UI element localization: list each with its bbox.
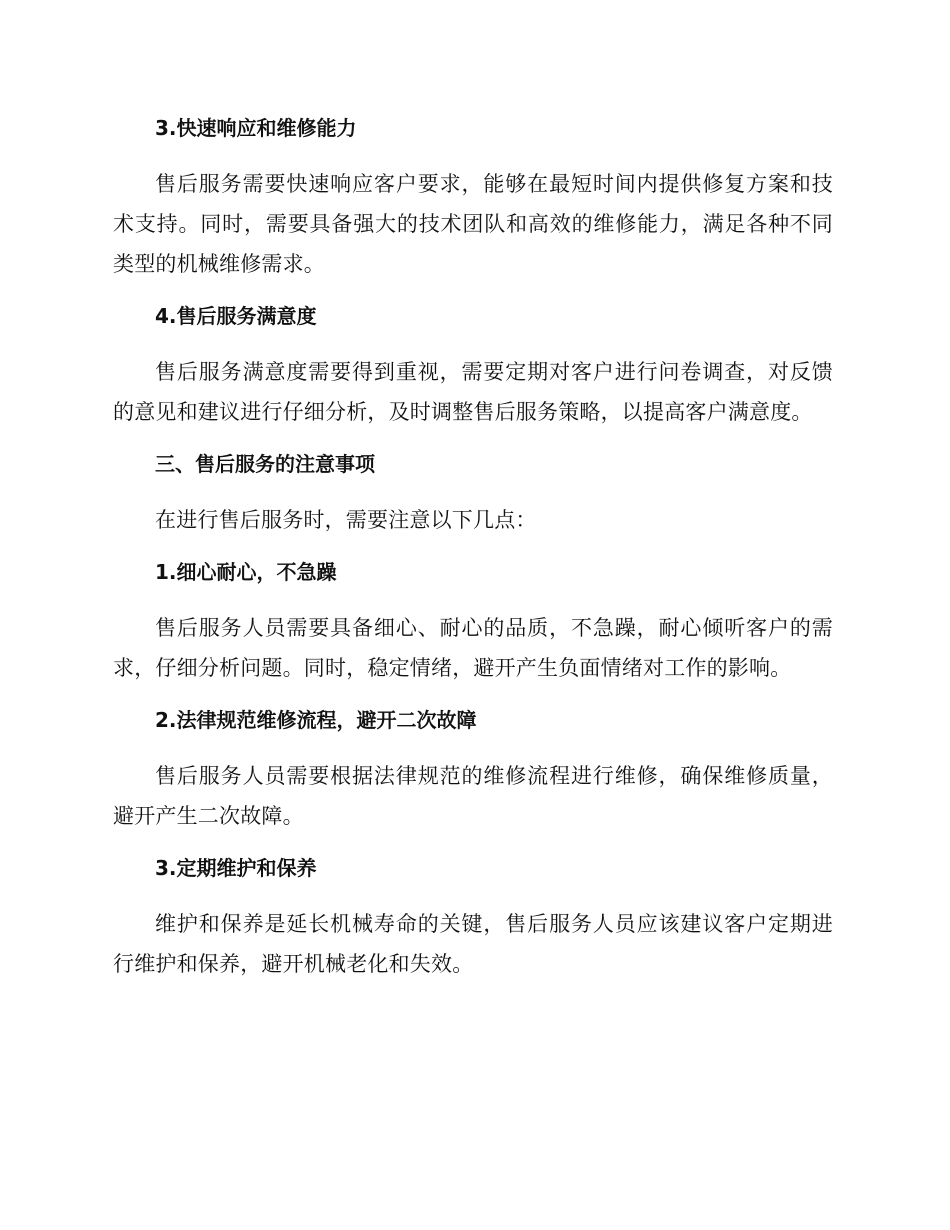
paragraph-quick-response: 售后服务需要快速响应客户要求，能够在最短时间内提供修复方案和技术支持。同时，需要具备强大的技术团队和高效的维修能力，满足各种不同类型的机械维修需求。 [113, 172, 833, 276]
section-heading-satisfaction: 4.售后服务满意度 [155, 304, 317, 328]
paragraph-satisfaction: 售后服务满意度需要得到重视，需要定期对客户进行问卷调查，对反馈的意见和建议进行仔细分析，及时调整售后服务策略，以提高客户满意度。 [113, 360, 833, 424]
section-heading-quick-response: 3.快速响应和维修能力 [155, 116, 357, 140]
paragraph-maintenance: 维护和保养是延长机械寿命的关键，售后服务人员应该建议客户定期进行维护和保养，避开机械老化和失效。 [113, 912, 833, 976]
paragraph-repair-process: 售后服务人员需要根据法律规范的维修流程进行维修，确保维修质量，避开产生二次故障。 [113, 764, 833, 828]
section-heading-patience: 1.细心耐心，不急躁 [155, 560, 337, 584]
section-heading-repair-process: 2.法律规范维修流程，避开二次故障 [155, 708, 477, 732]
section-heading-precautions: 三、售后服务的注意事项 [155, 452, 375, 476]
section-heading-maintenance: 3.定期维护和保养 [155, 856, 317, 880]
paragraph-precautions-intro: 在进行售后服务时，需要注意以下几点： [155, 508, 537, 532]
paragraph-patience: 售后服务人员需要具备细心、耐心的品质，不急躁，耐心倾听客户的需求，仔细分析问题。同时，稳定情绪，避开产生负面情绪对工作的影响。 [113, 616, 833, 680]
document-body [113, 109, 833, 984]
